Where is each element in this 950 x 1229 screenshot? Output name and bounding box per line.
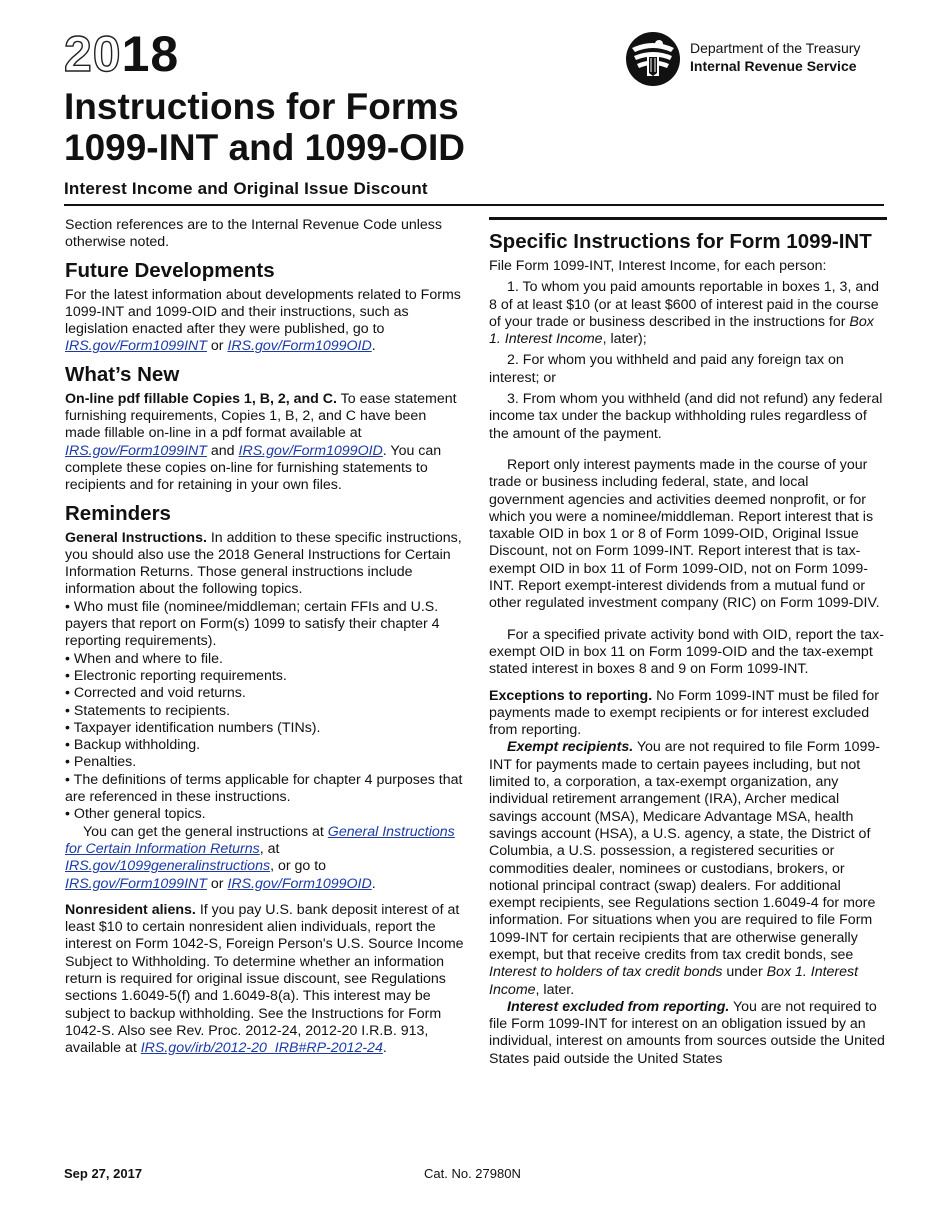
list-item: • When and where to file.	[65, 650, 223, 667]
exempt-recipients-text	[489, 739, 887, 998]
nonresident-aliens-text	[65, 902, 465, 1058]
whats-new-heading: What’s New	[65, 362, 180, 386]
title-line-1: Instructions for Forms	[64, 86, 459, 127]
future-developments-text	[65, 287, 465, 356]
file-form-text: File Form 1099-INT, Interest Income, for each person:	[489, 258, 827, 274]
whats-new-text	[65, 391, 465, 495]
whats-new-end: . You can complete these copies on-line for furnishing statements to recipients and for retaining in your own files.	[65, 442, 442, 494]
form-year	[64, 28, 179, 80]
topics-list	[65, 599, 465, 824]
general-body: In addition to these specific instructions, you should also use the 2018 General Instructions for Certain Information Returns. Those general instructions include information about the following topics.	[65, 529, 462, 598]
general-instructions-text	[65, 530, 465, 599]
list-item: • Backup withholding.	[65, 737, 201, 754]
left-column	[65, 217, 465, 1057]
excluded-body: You are not required to file Form 1099-INT for interest on an obligation issued by an individual, interest on amounts from sources outside the United States paid outside the United States	[489, 998, 885, 1067]
exempt-lead: Exempt recipients.	[507, 739, 634, 756]
intro-text: Section references are to the Internal Revenue Code unless otherwise noted.	[65, 217, 442, 251]
item-2: 2. For whom you withheld and paid any foreign tax on interest; or	[489, 352, 844, 386]
agency-irs: Internal Revenue Service	[690, 58, 857, 74]
item-3: 3. From whom you withheld (and did not refund) any federal income tax under the backup withholding rules regardless of the amount of the payment.	[489, 391, 883, 442]
agency-department: Department of the Treasury	[690, 40, 861, 56]
right-column-rule	[489, 217, 887, 220]
link-irb-2012-20[interactable]: IRS.gov/irb/2012-20_IRB#RP-2012-24	[140, 1040, 383, 1057]
exempt-under: under	[722, 964, 767, 981]
specific-instructions-heading: Specific Instructions for Form 1099-INT	[489, 230, 872, 253]
link-form1099oid-3[interactable]: IRS.gov/Form1099OID	[227, 875, 372, 892]
future-or: or	[206, 338, 228, 355]
list-item: • Statements to recipients.	[65, 702, 231, 719]
list-item: • Who must file (nominee/middleman; certain FFIs and U.S. payers that report on Form(s) 1099 to satisfy their chapter 4 reporting requirements).	[65, 598, 440, 650]
exempt-end: , later.	[535, 981, 575, 998]
item-1	[489, 279, 887, 348]
get-end: .	[371, 875, 376, 892]
exempt-body: You are not required to file Form 1099-INT for payments made to certain payees including, but not limited to, a corporation, a tax-exempt organization, any individual retirement arrangement (IRA), Archer medical savings account (MSA), Medicare Advantage MSA, health savings account (HSA), a U.S. agency, a state, the District of Columbia, a U.S. possession, a registered securities or commodities dealer, nominees or custodians, brokers, or notional principal contract (swap) dealers. For additional exempt recipients, see Regulations section 1.6049-4 for more information. For situations when you are required to file Form 1099-INT for certain recipients that are otherwise generally exempt, but that receive credits from tax credit bonds, see	[489, 739, 881, 963]
reminders-heading: Reminders	[65, 501, 171, 525]
list-item: • Other general topics.	[65, 806, 206, 823]
right-column	[489, 217, 887, 1068]
page-title	[64, 86, 465, 168]
exceptions-text	[489, 688, 887, 740]
nonres-body: If you pay U.S. bank deposit interest of at least $10 to certain nonresident alien individuals, report the interest on Form 1042-S, Foreign Person's U.S. Source Income Subject to Withholding. To determine whether an information return is required for original issue discount, see Regulations sections 1.6049-5(f) and 1.6049-8(a). This interest may be subject to backup withholding. See the Instructions for Form 1042-S. Also see Rev. Proc. 2012-24, 2012-20 I.R.B. 913, available at	[65, 901, 464, 1057]
get-or-go: , or go to	[270, 858, 327, 875]
future-developments-heading: Future Developments	[65, 258, 275, 282]
irs-eagle-logo-icon	[624, 30, 682, 88]
whats-new-and: and	[206, 442, 239, 459]
link-form1099int-3[interactable]: IRS.gov/Form1099INT	[65, 875, 207, 892]
list-item: • The definitions of terms applicable for chapter 4 purposes that are referenced in these instructions.	[65, 771, 463, 806]
list-item: • Penalties.	[65, 754, 137, 771]
interest-excluded-text	[489, 999, 887, 1068]
link-form1099oid-2[interactable]: IRS.gov/Form1099OID	[238, 442, 383, 459]
link-form1099int[interactable]: IRS.gov/Form1099INT	[65, 338, 207, 355]
get-at: , at	[259, 840, 280, 857]
exempt-ref-1: Interest to holders of tax credit bonds	[489, 964, 723, 981]
link-form1099int-2[interactable]: IRS.gov/Form1099INT	[65, 442, 207, 459]
year-outline: 20	[64, 26, 122, 82]
excluded-lead: Interest excluded from reporting.	[507, 998, 730, 1015]
link-1099generalinstructions[interactable]: IRS.gov/1099generalinstructions	[65, 858, 271, 875]
title-line-2: 1099-INT and 1099-OID	[64, 127, 465, 168]
get-or: or	[206, 875, 228, 892]
whats-new-body: To ease statement furnishing requirements, Copies 1, B, 2, and C have been made fillable on-line in a pdf format available at	[65, 390, 457, 442]
whats-new-lead: On-line pdf fillable Copies 1, B, 2, and C.	[65, 390, 337, 407]
header-divider	[64, 204, 884, 206]
future-text: For the latest information about developments related to Forms 1099-INT and 1099-OID and their instructions, such as legislation enacted after they were published, go to	[65, 286, 461, 338]
exceptions-body: No Form 1099-INT must be filed for payments made to exempt recipients or for interest excluded from reporting.	[489, 687, 879, 739]
nonres-end: .	[382, 1040, 387, 1057]
page-subtitle: Interest Income and Original Issue Discount	[64, 179, 428, 198]
future-end: .	[371, 338, 376, 355]
agency-block	[690, 39, 860, 75]
link-form1099oid[interactable]: IRS.gov/Form1099OID	[227, 338, 372, 355]
item-1-text: 1. To whom you paid amounts reportable in boxes 1, 3, and 8 of at least $10 (or at least $600 of interest paid in the course of your trade or business described in the instructions for	[489, 279, 879, 330]
nonres-lead: Nonresident aliens.	[65, 901, 196, 918]
report-only-text: Report only interest payments made in the course of your trade or business including federal, state, and local government agencies and activities deemed nonprofit, or for which you were a nominee/middleman. Report interest that is taxable OID in box 1 or 8 of Form 1099-OID, Original Issue Discount, not on Form 1099-INT. Report interest that is tax-exempt OID in box 11 of Form 1099-OID, not on Form 1099-INT. Report exempt-interest dividends from a mutual fund or other regulated investment company (RIC) on Form 1099-DIV.	[489, 456, 880, 612]
get-text: You can get the general instructions at	[83, 823, 328, 840]
general-lead: General Instructions.	[65, 529, 207, 546]
list-item: • Electronic reporting requirements.	[65, 667, 287, 684]
year-bold: 18	[121, 26, 180, 82]
exceptions-lead: Exceptions to reporting.	[489, 687, 653, 704]
item-1-ref: Box 1. Interest Income	[489, 313, 874, 348]
get-instructions-text	[65, 824, 465, 893]
list-item: • Corrected and void returns.	[65, 685, 246, 702]
exempt-ref-2: Box 1. Interest Income	[489, 964, 859, 998]
link-general-instructions[interactable]: General Instructions for Certain Information Returns	[65, 823, 455, 857]
item-1-end: , later);	[602, 331, 647, 348]
footer-date: Sep 27, 2017	[64, 1166, 143, 1181]
list-item: • Taxpayer identification numbers (TINs).	[65, 719, 321, 736]
private-activity-bond-text: For a specified private activity bond with OID, report the tax-exempt OID in box 11 on Form 1099-OID and the tax-exempt stated interest in boxes 8 and 9 on Form 1099-INT.	[489, 626, 884, 678]
footer-catalog-number: Cat. No. 27980N	[424, 1166, 521, 1181]
